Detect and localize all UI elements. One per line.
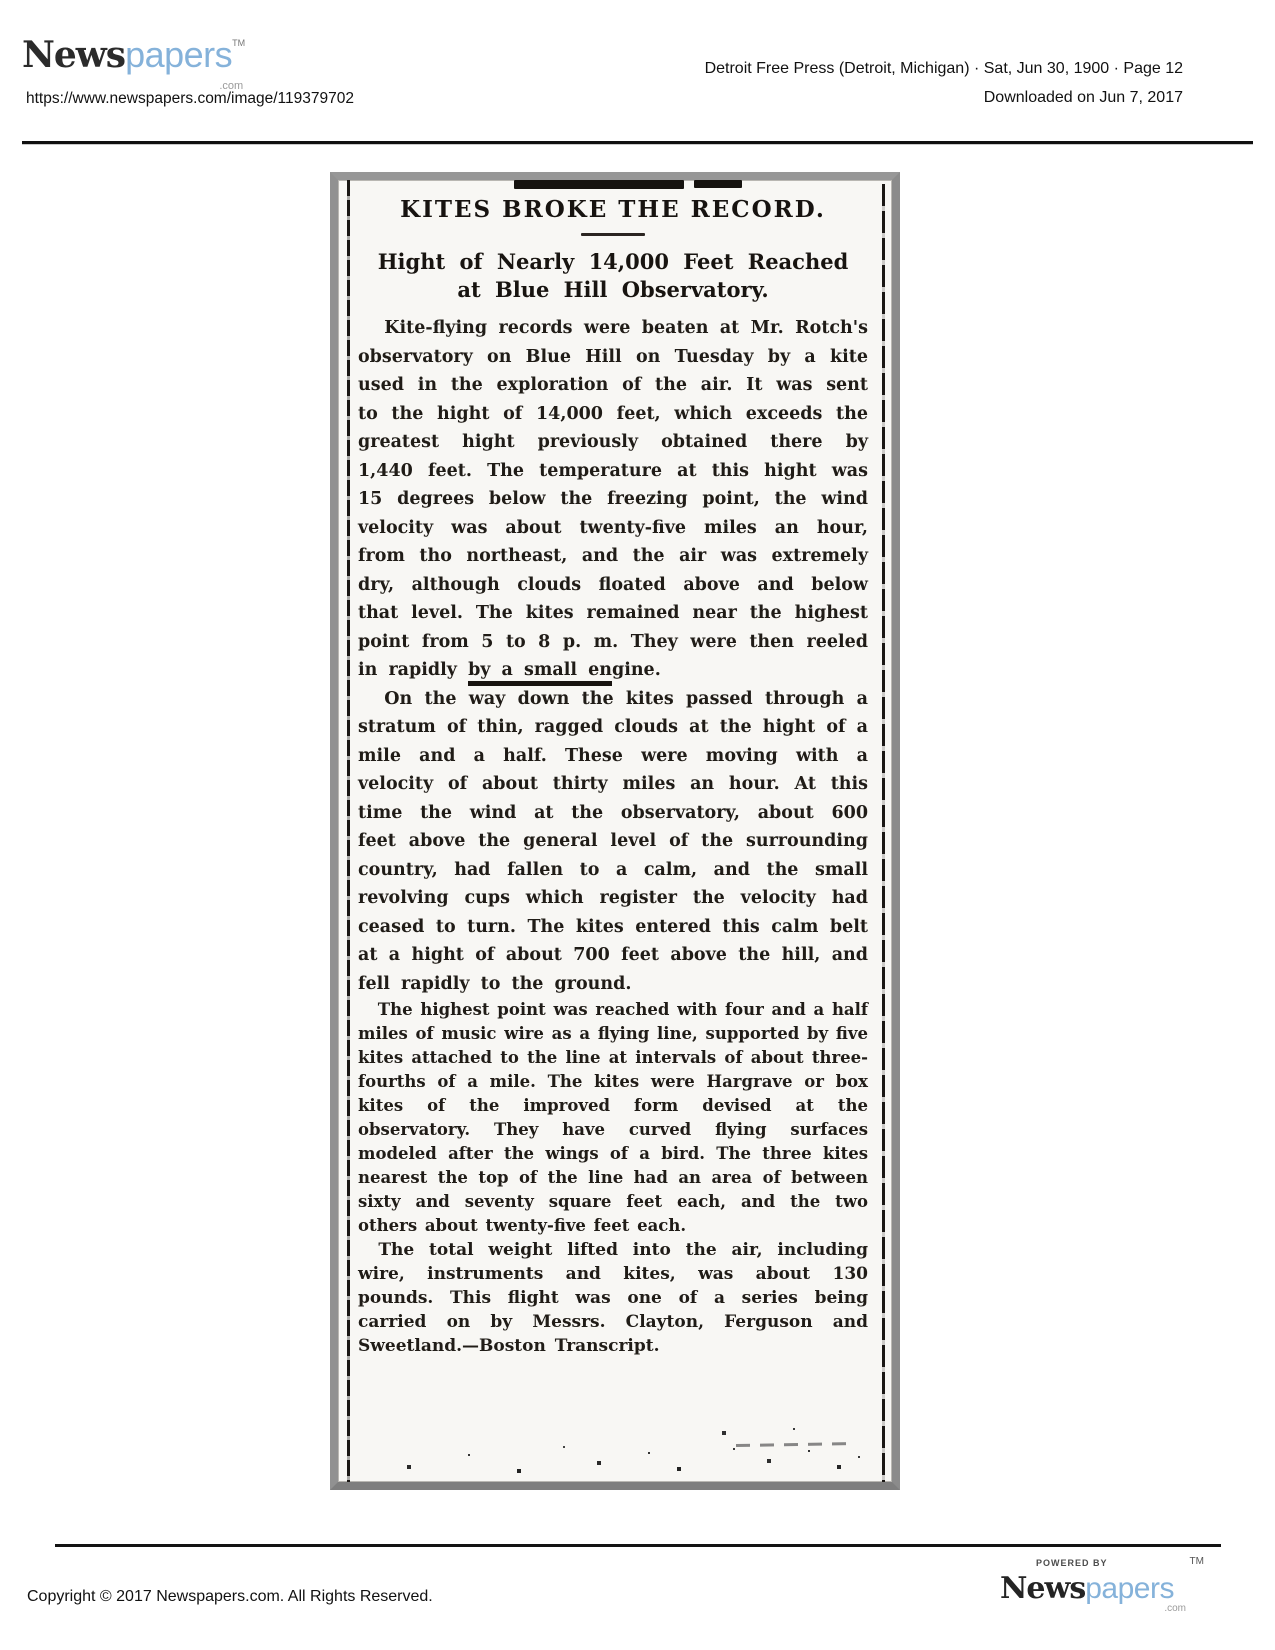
paragraph-1-underlined-text: by a small en — [468, 660, 612, 686]
clipping-source-url[interactable]: https://www.newspapers.com/image/119379702 — [26, 90, 354, 107]
footer-logo-news-text: News — [1000, 1571, 1086, 1606]
footer-logo-dotcom-text: .com — [1164, 1603, 1186, 1614]
newspaper-column-rule-left — [347, 180, 350, 1482]
torn-edge-ink-bar-2 — [694, 180, 742, 188]
newspapers-logo[interactable] — [22, 34, 246, 92]
logo-dotcom-text: .com — [219, 80, 244, 92]
newspaper-clipping-image — [330, 172, 900, 1490]
print-speckles — [338, 1472, 340, 1474]
footer-logo-papers-text: papers — [1085, 1572, 1174, 1605]
footer-divider-rule — [55, 1544, 1221, 1547]
article-paragraph-3: The highest point was reached with four and a half miles of music wire as a flying line, supported by five kites attached to the line at intervals of about three-fourths of a mile. The kites were Hargrave or box kites of the improved form devised at the observatory. They have curved flying surfaces modeled after the wings of a bird. The three kites nearest the top of the line had an area of between sixty and seventy square feet each, and the two others about twenty-five feet each. — [358, 1000, 868, 1235]
paragraph-1-text-end: gine. — [611, 660, 661, 680]
article-headline: KITES BROKE THE RECORD. — [400, 196, 826, 223]
logo-papers-text: papers — [125, 34, 233, 75]
citation-downloaded-line: Downloaded on Jun 7, 2017 — [983, 89, 1183, 106]
article-paragraph-4: The total weight lifted into the air, including wire, instruments and kites, was about 130 pounds. This flight was one of a series being carried on by Messrs. Clayton, Ferguson and Sweetland.—Boston Transcript. — [358, 1240, 868, 1356]
header-divider-rule — [22, 141, 1253, 144]
subhead-line-2: at Blue Hill Observatory. — [457, 277, 769, 302]
powered-by-newspapers-logo[interactable] — [1000, 1556, 1204, 1614]
footer-trademark-symbol: TM — [1189, 1556, 1204, 1567]
clipping-citation-block — [705, 60, 1183, 107]
headline-divider — [581, 233, 645, 236]
print-smear-marks — [736, 1442, 856, 1447]
citation-source-line: Detroit Free Press (Detroit, Michigan) · Sat, Jun 30, 1900 · Page 12 — [704, 60, 1183, 77]
article-paragraph-1 — [358, 314, 868, 685]
trademark-symbol: TM — [232, 38, 246, 48]
article-body — [358, 196, 868, 1358]
logo-news-text: News — [22, 34, 126, 76]
clipping-paper-surface — [338, 180, 892, 1482]
copyright-notice: Copyright © 2017 Newspapers.com. All Rights Reserved. — [27, 1588, 433, 1605]
article-subheadline — [358, 248, 868, 304]
paragraph-1-text: Kite-flying records were beaten at Mr. Rotch's observatory on Blue Hill on Tuesday by a kite used in the exploration of the air. It was sent to the hight of 14,000 feet, which exceeds the greatest hight previously obtained there by 1,440 feet. The temperature at this hight was 15 degrees below the freezing point, the wind velocity was about twenty-five miles an hour, from tho northeast, and the air was extremely dry, although clouds floated above and below that level. The kites remained near the highest point from 5 to 8 p. m. They were then reeled in rapidly — [358, 318, 868, 680]
powered-by-label: POWERED BY — [1036, 1558, 1108, 1568]
torn-edge-ink-bar — [514, 180, 684, 189]
newspaper-column-rule-right — [882, 184, 885, 1482]
subhead-line-1: Hight of Nearly 14,000 Feet Reached — [377, 249, 849, 274]
article-paragraph-2: On the way down the kites passed through a stratum of thin, ragged clouds at the hight of a mile and a half. These were moving with a velocity of about thirty miles an hour. At this time the wind at the observatory, about 600 feet above the general level of the surrounding country, had fallen to a calm, and the small revolving cups which register the velocity had ceased to turn. The kites entered this calm belt at a hight of about 700 feet above the hill, and fell rapidly to the ground. — [358, 688, 868, 994]
